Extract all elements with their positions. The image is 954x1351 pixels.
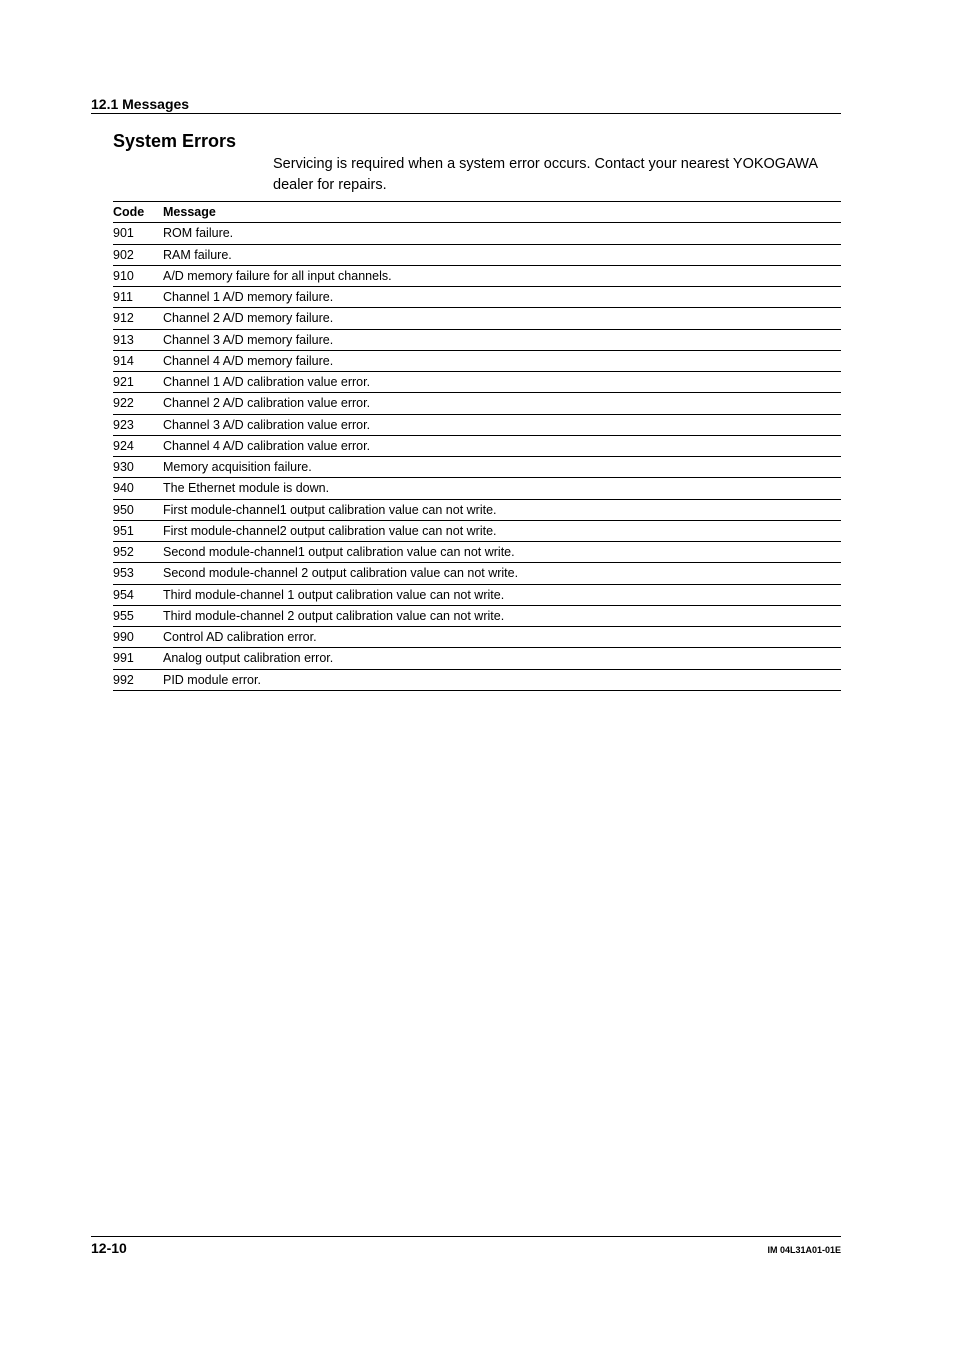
document-id: IM 04L31A01-01E (767, 1245, 841, 1255)
error-message: Channel 4 A/D calibration value error. (163, 438, 371, 453)
error-message: First module-channel2 output calibration value can not write. (163, 523, 497, 538)
table-row (113, 393, 841, 414)
table-row (113, 648, 841, 669)
error-message: First module-channel1 output calibration value can not write. (163, 502, 497, 517)
error-message: Channel 3 A/D memory failure. (163, 332, 334, 347)
error-code: 921 (113, 375, 134, 390)
table-row (113, 245, 841, 266)
error-message: Channel 2 A/D memory failure. (163, 311, 334, 326)
table-row (113, 287, 841, 308)
table-row (113, 478, 841, 499)
table-row (113, 585, 841, 606)
table-row (113, 670, 841, 691)
running-header-title: 12.1 Messages (91, 96, 190, 112)
error-code: 930 (113, 460, 134, 475)
table-row (113, 351, 841, 372)
table-row (113, 457, 841, 478)
error-code: 914 (113, 353, 134, 368)
table-row (113, 627, 841, 648)
table-row (113, 606, 841, 627)
error-code: 922 (113, 396, 134, 411)
error-message: Second module-channel 2 output calibration value can not write. (163, 566, 519, 581)
error-code: 950 (113, 502, 134, 517)
error-message: PID module error. (163, 672, 261, 687)
error-message: ROM failure. (163, 226, 234, 241)
column-header-code: Code (113, 205, 145, 220)
section-title: System Errors (113, 131, 237, 151)
error-message: Channel 4 A/D memory failure. (163, 353, 334, 368)
error-code: 952 (113, 545, 134, 560)
error-code: 924 (113, 438, 134, 453)
error-code: 902 (113, 247, 134, 262)
error-message: Analog output calibration error. (163, 651, 334, 666)
error-code: 923 (113, 417, 134, 432)
table-row (113, 415, 841, 436)
page-number: 12-10 (91, 1240, 127, 1256)
table-row (113, 266, 841, 287)
table-header-row (113, 202, 841, 223)
table-row (113, 436, 841, 457)
error-code: 955 (113, 608, 134, 623)
error-code: 911 (113, 290, 133, 305)
error-code: 901 (113, 226, 134, 241)
system-errors-table (113, 201, 841, 691)
table-row (113, 330, 841, 351)
error-message: Channel 1 A/D calibration value error. (163, 375, 371, 390)
error-code: 913 (113, 332, 134, 347)
error-code: 953 (113, 566, 134, 581)
error-message: Third module-channel 1 output calibration value can not write. (163, 587, 505, 602)
page-footer (91, 1236, 841, 1256)
error-message: The Ethernet module is down. (163, 481, 330, 496)
error-message: RAM failure. (163, 247, 232, 262)
error-message: Channel 2 A/D calibration value error. (163, 396, 371, 411)
table-row (113, 563, 841, 584)
error-message: Memory acquisition failure. (163, 460, 312, 475)
column-header-message: Message (163, 205, 216, 220)
error-code: 991 (113, 651, 134, 666)
error-message: Channel 3 A/D calibration value error. (163, 417, 371, 432)
error-code: 951 (113, 523, 134, 538)
error-message: Channel 1 A/D memory failure. (163, 290, 334, 305)
error-message: Third module-channel 2 output calibration value can not write. (163, 608, 505, 623)
error-message: A/D memory failure for all input channels. (163, 268, 392, 283)
error-message: Control AD calibration error. (163, 630, 317, 645)
table-body (113, 223, 841, 691)
error-code: 912 (113, 311, 134, 326)
table-row (113, 372, 841, 393)
error-message: Second module-channel1 output calibration value can not write. (163, 545, 515, 560)
running-header (91, 96, 841, 114)
error-code: 910 (113, 268, 134, 283)
table-row (113, 500, 841, 521)
error-code: 992 (113, 672, 134, 687)
error-code: 990 (113, 630, 134, 645)
table-row (113, 521, 841, 542)
table-row (113, 308, 841, 329)
intro-paragraph: Servicing is required when a system error occurs. Contact your nearest YOKOGAWA dealer for repairs. (273, 156, 818, 193)
table-row (113, 542, 841, 563)
error-code: 940 (113, 481, 134, 496)
table-row (113, 223, 841, 244)
error-code: 954 (113, 587, 134, 602)
